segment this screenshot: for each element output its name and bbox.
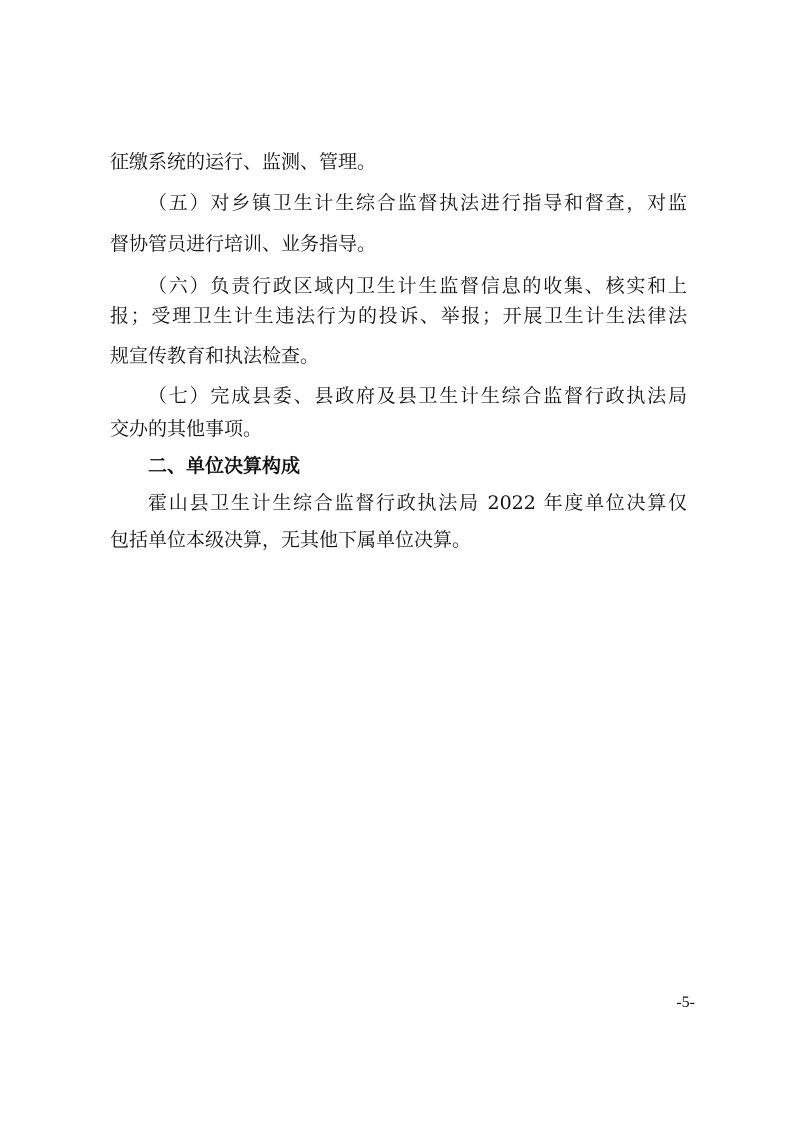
paragraph-line [0,270,793,302]
line-text: 包括单位本级决算，无其他下属单位决算。 [110,529,472,551]
paragraph-line [0,340,793,372]
paragraph-line [0,187,793,219]
line-text: 霍山县卫生计生综合监督行政执法局 2022 年度单位决算仅 [148,492,687,514]
line-text: 征缴系统的运行、监测、管理。 [110,151,377,173]
paragraph-line [0,300,793,332]
line-text: 报；受理卫生计生违法行为的投诉、举报；开展卫生计生法律法 [110,305,687,327]
line-text: （五）对乡镇卫生计生综合监督执法进行指导和督查，对监 [148,192,687,214]
paragraph-line [0,146,793,178]
line-text: （六）负责行政区域内卫生计生监督信息的收集、核实和上 [148,275,687,297]
line-text: 交办的其他事项。 [110,418,263,440]
paragraph-line [0,413,793,445]
line-text: 规宣传教育和执法检查。 [110,345,320,367]
line-text: 督协管员进行培训、业务指导。 [110,233,377,255]
paragraph-line [0,228,793,260]
page-number: -5- [676,994,695,1011]
paragraph-line [0,524,793,556]
paragraph-line [0,380,793,412]
line-text: （七）完成县委、县政府及县卫生计生综合监督行政执法局 [148,385,687,407]
section-heading [0,450,793,482]
paragraph-line [0,487,793,519]
heading-text: 二、单位决算构成 [148,455,301,477]
